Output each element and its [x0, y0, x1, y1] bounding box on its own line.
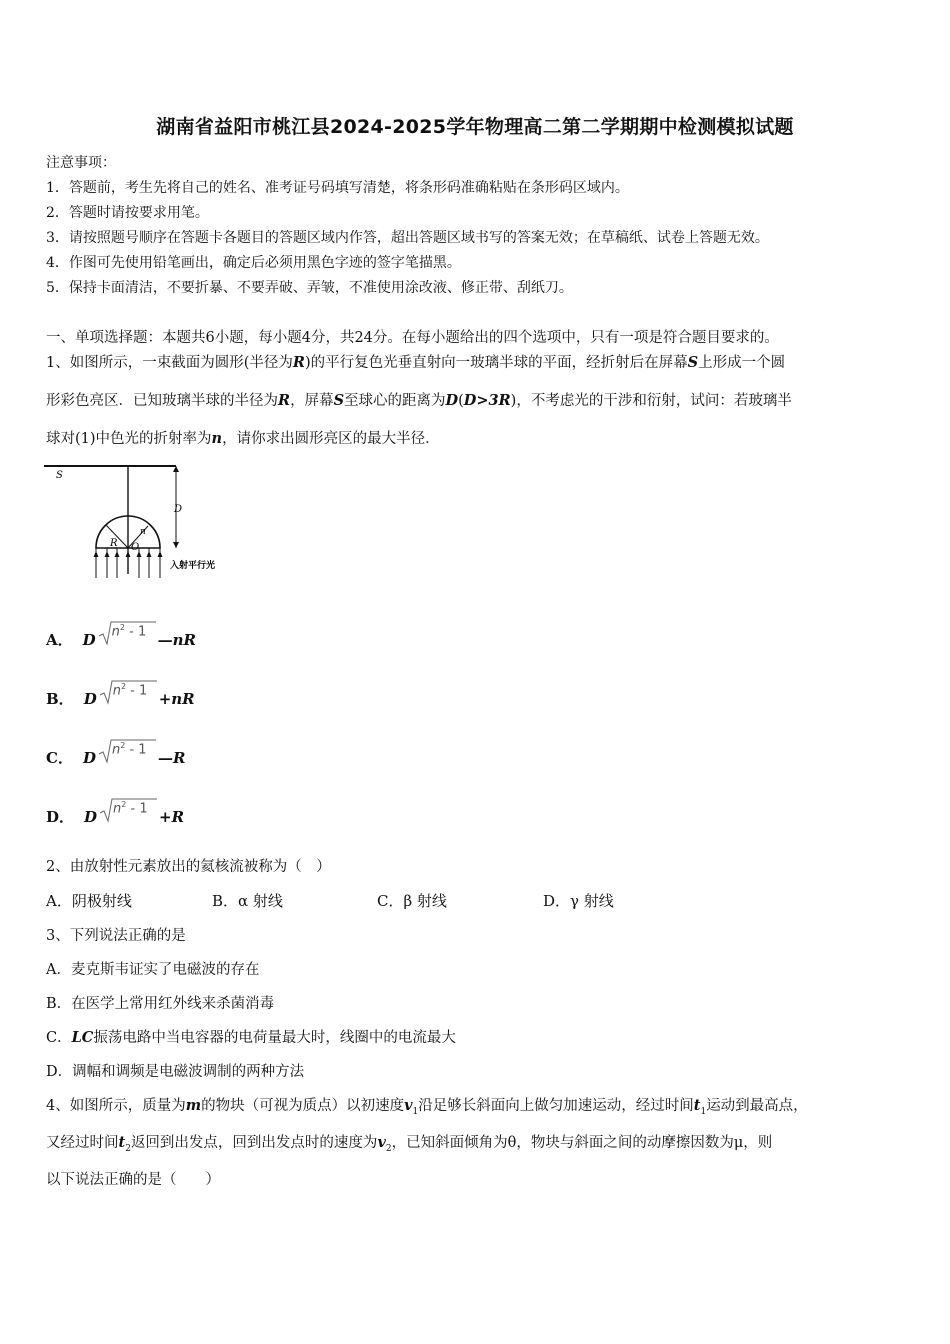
- sqrt-expression: $n^2 - 1$: [99, 679, 157, 705]
- notes-heading: 注意事项：: [46, 155, 116, 171]
- option-a[interactable]: A． D $n^2 - 1$ —nR: [46, 628, 196, 654]
- section-heading: 一、单项选择题：本题共6小题，每小题4分，共24分。在每小题给出的四个选项中，只有一项是符合题目要求的。: [46, 330, 779, 346]
- q3-option-b[interactable]: B．在医学上常用红外线来杀菌消毒: [46, 996, 275, 1012]
- q2-stem: 2、由放射性元素放出的氦核流被称为（ ）: [46, 859, 331, 875]
- q2-option-a[interactable]: A．阴极射线: [46, 892, 132, 910]
- figure-caption: 入射平行光: [170, 561, 216, 571]
- figure-label-o: O: [131, 542, 140, 553]
- option-b[interactable]: B． D $n^2 - 1$ +nR: [46, 687, 195, 713]
- q4-line-3: 以下说法正确的是（ ）: [46, 1172, 220, 1188]
- note-item: 5．保持卡面清洁，不要折暴、不要弄破、弄皱，不准使用涂改液、修正带、刮纸刀。: [46, 280, 573, 296]
- option-d[interactable]: D． D $n^2 - 1$ +R: [46, 805, 184, 831]
- q2-option-d[interactable]: D．γ 射线: [543, 892, 614, 910]
- option-c[interactable]: C． D $n^2 - 1$ —R: [46, 746, 185, 772]
- q3-option-a[interactable]: A．麦克斯韦证实了电磁波的存在: [46, 962, 260, 978]
- note-item: 3．请按照题号顺序在答题卡各题目的答题区域内作答，超出答题区域书写的答案无效；在草稿纸、试卷上答题无效。: [46, 230, 769, 246]
- q1-line-1: 1、如图所示，一束截面为圆形(半径为R)的平行复色光垂直射向一玻璃半球的平面，经折射后在屏幕S上形成一个圆: [46, 354, 786, 371]
- figure-label-n: n: [140, 527, 146, 537]
- q2-option-c[interactable]: C．β 射线: [377, 892, 447, 910]
- q1-line-3: 球对(1)中色光的折射率为n，请你求出圆形亮区的最大半径．: [46, 430, 440, 447]
- q4-line-1: 4、如图所示，质量为m的物块（可视为质点）以初速度$v_1$沿足够长斜面向上做匀加速运动，经过时间$t_1$运动到最高点，: [46, 1097, 808, 1117]
- q3-stem: 3、下列说法正确的是: [46, 928, 186, 944]
- note-item: 4．作图可先使用铅笔画出，确定后必须用黑色字迹的签字笔描黑。: [46, 255, 461, 271]
- note-item: 1．答题前，考生先将自己的姓名、准考证号码填写清楚，将条形码准确粘贴在条形码区域内。: [46, 180, 629, 196]
- q3-option-d[interactable]: D．调幅和调频是电磁波调制的两种方法: [46, 1064, 305, 1080]
- q3-option-c[interactable]: C．LC振荡电路中当电容器的电荷量最大时，线圈中的电流最大: [46, 1029, 456, 1046]
- sqrt-expression: $n^2 - 1$: [99, 797, 157, 823]
- figure-label-s: S: [56, 470, 63, 481]
- sqrt-expression: $n^2 - 1$: [98, 738, 156, 764]
- page-title: 湖南省益阳市桃江县2024-2025学年物理高二第二学期期中检测模拟试题: [156, 116, 794, 138]
- sqrt-expression: $n^2 - 1$: [98, 620, 156, 646]
- q1-line-2: 形彩色亮区．已知玻璃半球的半径为R，屏幕S至球心的距离为D(D>3R)，不考虑光的干涉和衍射，试问：若玻璃半: [46, 392, 792, 409]
- q4-line-2: 又经过时间$t_2$返回到出发点，回到出发点时的速度为$v_2$，已知斜面倾角为θ，物块与斜面之间的动摩擦因数为μ，则: [46, 1134, 773, 1154]
- figure-label-d: D: [174, 504, 183, 515]
- hemisphere-figure: [44, 458, 234, 580]
- figure-label-r: R: [110, 538, 118, 549]
- note-item: 2．答题时请按要求用笔。: [46, 205, 209, 221]
- q2-option-b[interactable]: B．α 射线: [212, 892, 283, 910]
